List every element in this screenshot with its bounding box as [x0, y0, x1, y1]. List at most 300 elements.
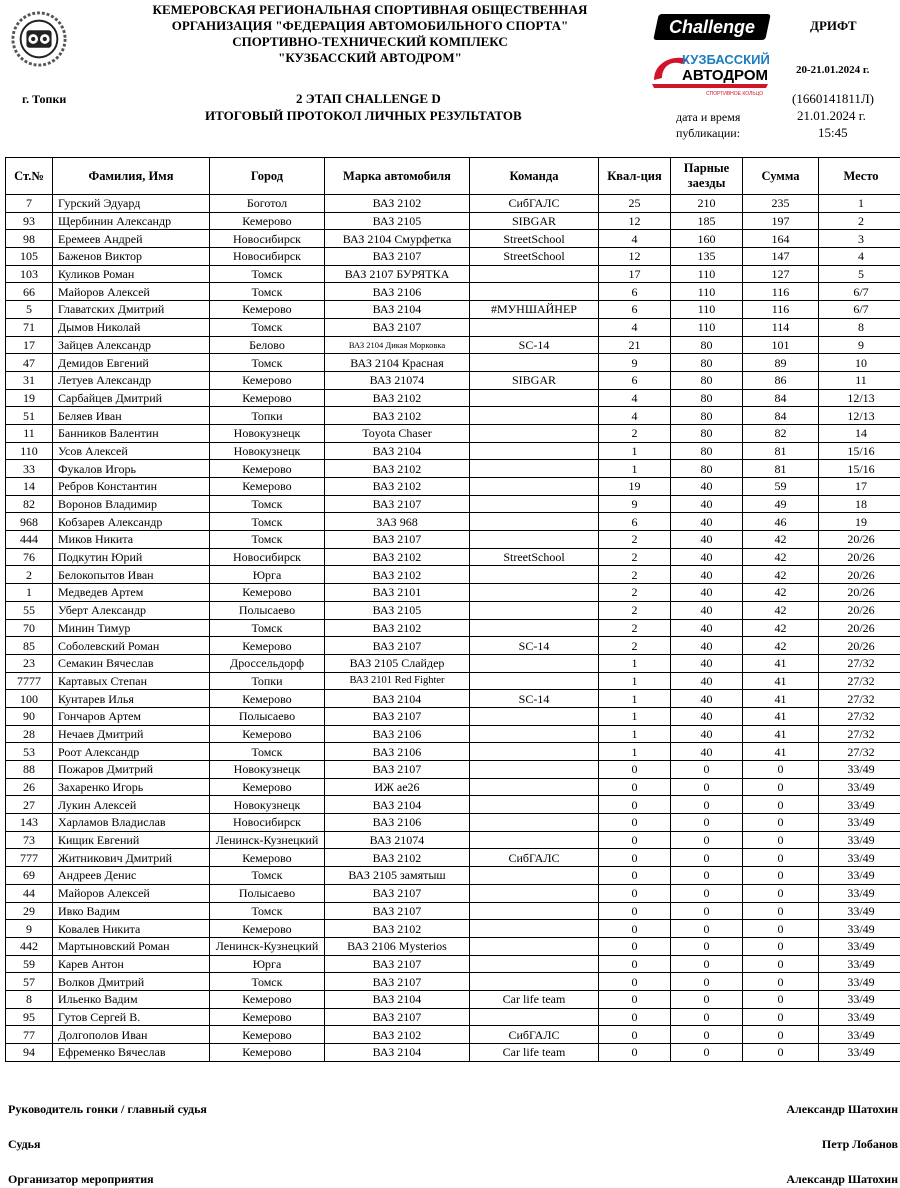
table-row [6, 796, 900, 814]
cell-team [470, 725, 599, 743]
table-row [6, 318, 900, 336]
cell-driver-name: Беляев Иван [53, 407, 210, 425]
cell-start-number: 17 [6, 336, 53, 354]
cell-city: Новокузнецк [210, 424, 325, 442]
cell-place: 33/49 [819, 1044, 900, 1062]
cell-total-points: 82 [743, 424, 819, 442]
cell-team [470, 707, 599, 725]
cell-pair-runs-points: 0 [671, 831, 743, 849]
cell-qualification-points: 1 [599, 672, 671, 690]
cell-driver-name: Уберт Александр [53, 601, 210, 619]
cell-team [470, 955, 599, 973]
cell-qualification-points: 2 [599, 637, 671, 655]
cell-place: 6/7 [819, 283, 900, 301]
cell-driver-name: Подкутин Юрий [53, 548, 210, 566]
cell-place: 27/32 [819, 725, 900, 743]
cell-place: 14 [819, 424, 900, 442]
cell-qualification-points: 1 [599, 743, 671, 761]
cell-place: 8 [819, 318, 900, 336]
cell-qualification-points: 12 [599, 212, 671, 230]
cell-team: StreetSchool [470, 248, 599, 266]
cell-total-points: 49 [743, 495, 819, 513]
table-row [6, 831, 900, 849]
cell-total-points: 42 [743, 548, 819, 566]
cell-driver-name: Нечаев Дмитрий [53, 725, 210, 743]
cell-place: 19 [819, 513, 900, 531]
cell-place: 27/32 [819, 707, 900, 725]
cell-place: 17 [819, 478, 900, 496]
cell-total-points: 0 [743, 796, 819, 814]
cell-start-number: 2 [6, 566, 53, 584]
table-row [6, 920, 900, 938]
cell-car-model: ИЖ ae26 [325, 778, 470, 796]
cell-total-points: 0 [743, 867, 819, 885]
cell-driver-name: Кищик Евгений [53, 831, 210, 849]
cell-team [470, 973, 599, 991]
cell-team [470, 761, 599, 779]
cell-total-points: 42 [743, 619, 819, 637]
cell-start-number: 11 [6, 424, 53, 442]
federation-emblem-icon [10, 10, 68, 68]
cell-place: 33/49 [819, 796, 900, 814]
cell-city: Ленинск-Кузнецкий [210, 831, 325, 849]
cell-place: 33/49 [819, 990, 900, 1008]
kuzbass-avtodrom-logo [648, 50, 772, 96]
cell-place: 27/32 [819, 654, 900, 672]
cell-car-model: ВАЗ 2106 [325, 814, 470, 832]
table-row [6, 1026, 900, 1044]
cell-qualification-points: 2 [599, 601, 671, 619]
cell-car-model: ВАЗ 2102 [325, 920, 470, 938]
cell-total-points: 0 [743, 849, 819, 867]
cell-car-model: ВАЗ 2104 [325, 690, 470, 708]
cell-qualification-points: 0 [599, 1044, 671, 1062]
cell-team [470, 442, 599, 460]
cell-driver-name: Соболевский Роман [53, 637, 210, 655]
signature-name: Петр Лобанов [821, 1137, 898, 1151]
table-row [6, 513, 900, 531]
cell-start-number: 53 [6, 743, 53, 761]
col-header-city: Город [210, 158, 325, 195]
cell-driver-name: Ребров Константин [53, 478, 210, 496]
cell-place: 27/32 [819, 672, 900, 690]
cell-car-model: ВАЗ 2106 [325, 725, 470, 743]
cell-team [470, 920, 599, 938]
cell-start-number: 9 [6, 920, 53, 938]
cell-total-points: 0 [743, 1008, 819, 1026]
cell-qualification-points: 1 [599, 707, 671, 725]
table-row [6, 1008, 900, 1026]
cell-start-number: 93 [6, 212, 53, 230]
cell-driver-name: Дымов Николай [53, 318, 210, 336]
cell-city: Кемерово [210, 690, 325, 708]
cell-city: Томск [210, 531, 325, 549]
cell-total-points: 0 [743, 761, 819, 779]
cell-team [470, 424, 599, 442]
cell-total-points: 0 [743, 902, 819, 920]
cell-car-model: ВАЗ 2104 Красная [325, 354, 470, 372]
cell-driver-name: Минин Тимур [53, 619, 210, 637]
cell-start-number: 76 [6, 548, 53, 566]
kuzbass-logo-line1: КУЗБАССКИЙ [682, 52, 770, 67]
cell-driver-name: Главатских Дмитрий [53, 301, 210, 319]
cell-place: 4 [819, 248, 900, 266]
table-row [6, 371, 900, 389]
cell-start-number: 51 [6, 407, 53, 425]
cell-qualification-points: 2 [599, 548, 671, 566]
cell-pair-runs-points: 40 [671, 654, 743, 672]
cell-start-number: 105 [6, 248, 53, 266]
cell-city: Полысаево [210, 707, 325, 725]
cell-car-model: ВАЗ 2102 [325, 460, 470, 478]
cell-total-points: 0 [743, 1044, 819, 1062]
cell-qualification-points: 2 [599, 531, 671, 549]
cell-pair-runs-points: 40 [671, 495, 743, 513]
cell-driver-name: Гурский Эдуард [53, 195, 210, 213]
cell-total-points: 84 [743, 389, 819, 407]
cell-driver-name: Кобзарев Александр [53, 513, 210, 531]
cell-driver-name: Роот Александр [53, 743, 210, 761]
cell-team [470, 937, 599, 955]
cell-start-number: 19 [6, 389, 53, 407]
cell-start-number: 103 [6, 265, 53, 283]
cell-pair-runs-points: 0 [671, 902, 743, 920]
cell-city: Томск [210, 513, 325, 531]
table-row [6, 248, 900, 266]
cell-driver-name: Семакин Вячеслав [53, 654, 210, 672]
signature-role: Судья [8, 1137, 41, 1151]
cell-car-model: ВАЗ 2102 [325, 548, 470, 566]
cell-total-points: 81 [743, 460, 819, 478]
cell-team [470, 884, 599, 902]
col-header-place: Место [819, 158, 900, 195]
cell-start-number: 26 [6, 778, 53, 796]
cell-car-model: ВАЗ 2107 [325, 707, 470, 725]
cell-car-model: ВАЗ 2101 [325, 584, 470, 602]
cell-start-number: 968 [6, 513, 53, 531]
cell-total-points: 41 [743, 672, 819, 690]
cell-qualification-points: 6 [599, 301, 671, 319]
cell-team: СибГАЛС [470, 195, 599, 213]
kuzbass-logo-line2: АВТОДРОМ [682, 67, 769, 84]
cell-place: 20/26 [819, 637, 900, 655]
cell-place: 33/49 [819, 849, 900, 867]
cell-driver-name: Баженов Виктор [53, 248, 210, 266]
organization-header [140, 2, 600, 66]
table-row [6, 973, 900, 991]
cell-team: StreetSchool [470, 548, 599, 566]
cell-qualification-points: 1 [599, 725, 671, 743]
cell-city: Кемерово [210, 778, 325, 796]
cell-city: Томск [210, 283, 325, 301]
table-row [6, 955, 900, 973]
cell-qualification-points: 0 [599, 1026, 671, 1044]
cell-pair-runs-points: 80 [671, 389, 743, 407]
cell-car-model: ВАЗ 2101 Red Fighter [325, 672, 470, 690]
cell-driver-name: Майоров Алексей [53, 884, 210, 902]
cell-place: 33/49 [819, 761, 900, 779]
cell-car-model: ВАЗ 2107 [325, 1008, 470, 1026]
cell-total-points: 0 [743, 778, 819, 796]
cell-total-points: 127 [743, 265, 819, 283]
cell-city: Томск [210, 743, 325, 761]
cell-place: 33/49 [819, 814, 900, 832]
cell-city: Томск [210, 619, 325, 637]
table-row [6, 990, 900, 1008]
cell-car-model: ВАЗ 2107 [325, 955, 470, 973]
org-line-3: СПОРТИВНО-ТЕХНИЧЕСКИЙ КОМПЛЕКС [232, 34, 508, 49]
cell-qualification-points: 0 [599, 849, 671, 867]
table-row [6, 849, 900, 867]
cell-car-model: Toyota Chaser [325, 424, 470, 442]
cell-total-points: 0 [743, 814, 819, 832]
cell-total-points: 197 [743, 212, 819, 230]
publication-time: 15:45 [818, 125, 848, 140]
cell-team [470, 619, 599, 637]
cell-start-number: 82 [6, 495, 53, 513]
cell-pair-runs-points: 40 [671, 513, 743, 531]
cell-qualification-points: 2 [599, 566, 671, 584]
cell-start-number: 98 [6, 230, 53, 248]
cell-start-number: 31 [6, 371, 53, 389]
table-row [6, 937, 900, 955]
cell-qualification-points: 0 [599, 955, 671, 973]
cell-place: 33/49 [819, 937, 900, 955]
cell-total-points: 41 [743, 743, 819, 761]
cell-place: 5 [819, 265, 900, 283]
cell-city: Белово [210, 336, 325, 354]
cell-total-points: 0 [743, 920, 819, 938]
cell-place: 33/49 [819, 1026, 900, 1044]
cell-city: Новосибирск [210, 548, 325, 566]
cell-team [470, 743, 599, 761]
cell-team: SC-14 [470, 336, 599, 354]
cell-total-points: 42 [743, 566, 819, 584]
signature-name: Александр Шатохин [786, 1172, 898, 1186]
cell-total-points: 0 [743, 884, 819, 902]
cell-pair-runs-points: 40 [671, 672, 743, 690]
cell-driver-name: Демидов Евгений [53, 354, 210, 372]
cell-car-model: ВАЗ 2105 [325, 212, 470, 230]
cell-pair-runs-points: 0 [671, 973, 743, 991]
cell-team: SC-14 [470, 690, 599, 708]
cell-team: Car life team [470, 990, 599, 1008]
cell-car-model: ВАЗ 2107 [325, 531, 470, 549]
cell-place: 20/26 [819, 584, 900, 602]
publication-date: 21.01.2024 г. [797, 108, 866, 123]
cell-pair-runs-points: 40 [671, 584, 743, 602]
table-row [6, 654, 900, 672]
cell-start-number: 90 [6, 707, 53, 725]
cell-start-number: 70 [6, 619, 53, 637]
cell-car-model: ВАЗ 2104 [325, 990, 470, 1008]
cell-qualification-points: 25 [599, 195, 671, 213]
table-row [6, 601, 900, 619]
cell-car-model: ВАЗ 2107 [325, 761, 470, 779]
cell-start-number: 77 [6, 1026, 53, 1044]
cell-team: SC-14 [470, 637, 599, 655]
table-row [6, 902, 900, 920]
cell-place: 33/49 [819, 920, 900, 938]
cell-place: 27/32 [819, 690, 900, 708]
cell-city: Кемерово [210, 460, 325, 478]
table-row [6, 407, 900, 425]
cell-start-number: 73 [6, 831, 53, 849]
cell-start-number: 100 [6, 690, 53, 708]
cell-pair-runs-points: 80 [671, 460, 743, 478]
cell-pair-runs-points: 80 [671, 407, 743, 425]
cell-start-number: 57 [6, 973, 53, 991]
cell-pair-runs-points: 40 [671, 548, 743, 566]
cell-total-points: 59 [743, 478, 819, 496]
cell-city: Томск [210, 265, 325, 283]
cell-total-points: 235 [743, 195, 819, 213]
cell-car-model: ВАЗ 2107 [325, 884, 470, 902]
cell-qualification-points: 6 [599, 513, 671, 531]
cell-place: 27/32 [819, 743, 900, 761]
cell-car-model: ВАЗ 2107 [325, 637, 470, 655]
cell-total-points: 81 [743, 442, 819, 460]
cell-car-model: ВАЗ 2105 [325, 601, 470, 619]
publication-label-1: дата и время [676, 110, 741, 124]
cell-qualification-points: 17 [599, 265, 671, 283]
cell-start-number: 29 [6, 902, 53, 920]
cell-place: 33/49 [819, 955, 900, 973]
cell-city: Кемерово [210, 301, 325, 319]
cell-car-model: ВАЗ 2107 БУРЯТКА [325, 265, 470, 283]
cell-driver-name: Усов Алексей [53, 442, 210, 460]
cell-qualification-points: 1 [599, 690, 671, 708]
cell-car-model: ВАЗ 2102 [325, 849, 470, 867]
cell-team [470, 831, 599, 849]
cell-team [470, 601, 599, 619]
cell-driver-name: Куликов Роман [53, 265, 210, 283]
cell-driver-name: Долгополов Иван [53, 1026, 210, 1044]
cell-place: 15/16 [819, 442, 900, 460]
cell-place: 12/13 [819, 407, 900, 425]
challenge-logo: Challenge [653, 14, 771, 40]
cell-team [470, 283, 599, 301]
table-row [6, 301, 900, 319]
cell-start-number: 5 [6, 301, 53, 319]
cell-qualification-points: 0 [599, 1008, 671, 1026]
cell-city: Кемерово [210, 990, 325, 1008]
cell-car-model: ВАЗ 2104 [325, 442, 470, 460]
cell-car-model: ВАЗ 2104 [325, 796, 470, 814]
table-row [6, 336, 900, 354]
cell-team [470, 566, 599, 584]
cell-driver-name: Ковалев Никита [53, 920, 210, 938]
cell-qualification-points: 4 [599, 318, 671, 336]
cell-start-number: 7 [6, 195, 53, 213]
cell-qualification-points: 0 [599, 796, 671, 814]
cell-city: Кемерово [210, 849, 325, 867]
results-table [5, 157, 900, 1062]
cell-city: Кемерово [210, 1008, 325, 1026]
cell-city: Кемерово [210, 371, 325, 389]
cell-qualification-points: 2 [599, 619, 671, 637]
cell-total-points: 114 [743, 318, 819, 336]
cell-start-number: 442 [6, 937, 53, 955]
cell-qualification-points: 0 [599, 902, 671, 920]
cell-city: Кемерово [210, 1044, 325, 1062]
cell-driver-name: Житникович Дмитрий [53, 849, 210, 867]
cell-city: Новокузнецк [210, 796, 325, 814]
cell-place: 33/49 [819, 1008, 900, 1026]
cell-pair-runs-points: 0 [671, 778, 743, 796]
cell-city: Дроссельдорф [210, 654, 325, 672]
cell-pair-runs-points: 80 [671, 442, 743, 460]
cell-city: Полысаево [210, 601, 325, 619]
cell-total-points: 42 [743, 531, 819, 549]
cell-total-points: 89 [743, 354, 819, 372]
cell-city: Боготол [210, 195, 325, 213]
cell-place: 9 [819, 336, 900, 354]
cell-car-model: ВАЗ 2104 Дикая Морковка [325, 336, 470, 354]
cell-team [470, 584, 599, 602]
cell-start-number: 110 [6, 442, 53, 460]
signature-name: Александр Шатохин [786, 1102, 898, 1116]
cell-qualification-points: 1 [599, 442, 671, 460]
cell-driver-name: Кунтарев Илья [53, 690, 210, 708]
cell-team [470, 513, 599, 531]
cell-qualification-points: 4 [599, 230, 671, 248]
cell-qualification-points: 1 [599, 654, 671, 672]
cell-city: Кемерово [210, 478, 325, 496]
cell-city: Кемерово [210, 725, 325, 743]
cell-car-model: ВАЗ 2105 замятыш [325, 867, 470, 885]
cell-driver-name: Еремеев Андрей [53, 230, 210, 248]
cell-pair-runs-points: 80 [671, 424, 743, 442]
cell-qualification-points: 9 [599, 354, 671, 372]
table-row [6, 619, 900, 637]
cell-driver-name: Карев Антон [53, 955, 210, 973]
cell-city: Томск [210, 902, 325, 920]
table-row [6, 743, 900, 761]
cell-driver-name: Летуев Александр [53, 371, 210, 389]
cell-start-number: 59 [6, 955, 53, 973]
table-row [6, 195, 900, 213]
cell-pair-runs-points: 80 [671, 371, 743, 389]
cell-city: Томск [210, 973, 325, 991]
cell-team: StreetSchool [470, 230, 599, 248]
cell-qualification-points: 19 [599, 478, 671, 496]
cell-city: Новосибирск [210, 230, 325, 248]
cell-total-points: 0 [743, 955, 819, 973]
col-header-pair-runs: Парные заезды [671, 158, 743, 195]
cell-total-points: 42 [743, 601, 819, 619]
table-row [6, 442, 900, 460]
cell-qualification-points: 21 [599, 336, 671, 354]
cell-place: 33/49 [819, 831, 900, 849]
cell-pair-runs-points: 0 [671, 867, 743, 885]
cell-qualification-points: 0 [599, 814, 671, 832]
cell-team [470, 531, 599, 549]
event-dates: 20-21.01.2024 г. [796, 64, 870, 76]
cell-team [470, 389, 599, 407]
cell-driver-name: Ивко Вадим [53, 902, 210, 920]
cell-qualification-points: 6 [599, 283, 671, 301]
col-header-car: Марка автомобиля [325, 158, 470, 195]
cell-pair-runs-points: 110 [671, 318, 743, 336]
cell-team [470, 1008, 599, 1026]
cell-place: 33/49 [819, 778, 900, 796]
cell-driver-name: Майоров Алексей [53, 283, 210, 301]
discipline-label: ДРИФТ [810, 18, 857, 33]
cell-team [470, 654, 599, 672]
cell-total-points: 84 [743, 407, 819, 425]
cell-team: SIBGAR [470, 371, 599, 389]
